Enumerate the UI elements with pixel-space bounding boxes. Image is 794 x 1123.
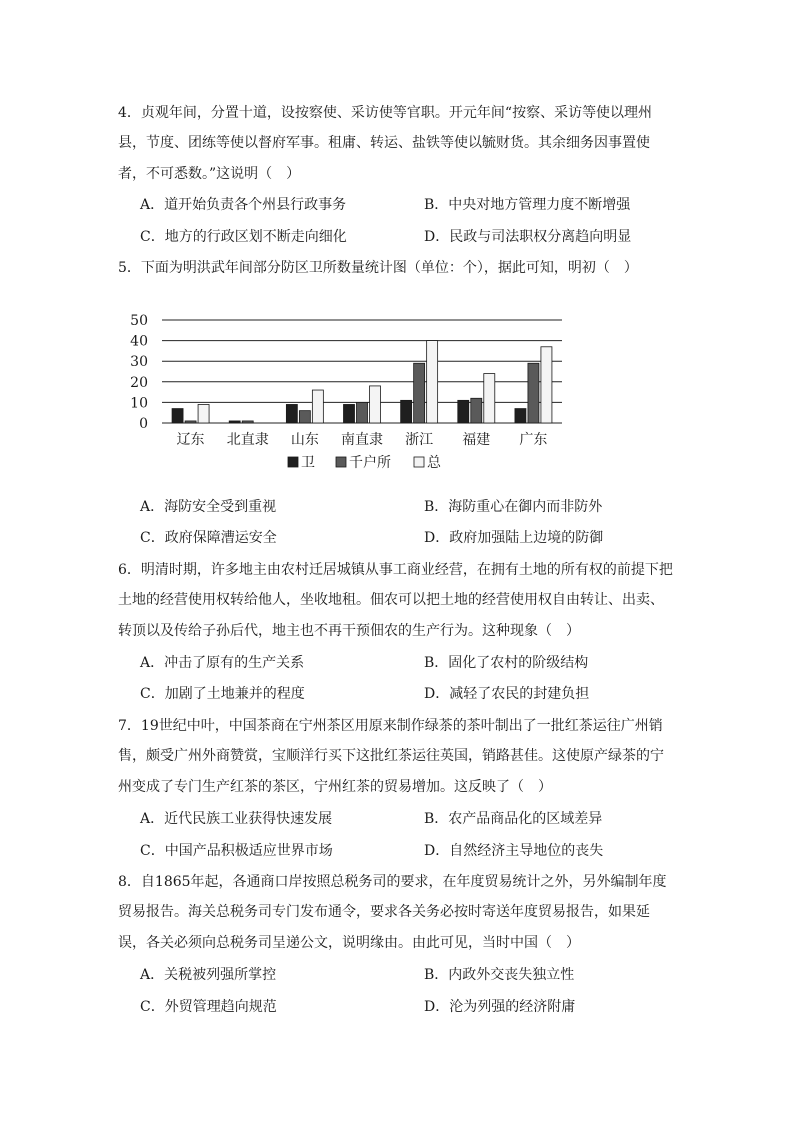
q7-stem-line-1: 7．19世纪中叶，中国茶商在宁州茶区用原来制作绿茶的茶叶制出了一批红茶运往广州销 [118, 718, 663, 734]
x-tick-label: 南直隶 [341, 432, 383, 448]
q4-stem-line-1: 4．贞观年间，分置十道，设按察使、采访使等官职。开元年间“按察、采访等使以理州 [118, 105, 653, 121]
bar-北直隶-千户所 [242, 421, 253, 423]
y-tick-label: 0 [139, 416, 148, 432]
bar-山东-总 [312, 390, 323, 423]
q6-stem-line-3: 转顶以及传给子孙后代，地主也不再干预佃农的生产行为。这种现象（ ） [118, 623, 580, 639]
q5-option-c: C．政府保障漕运安全 [140, 530, 277, 546]
q8-stem-line-1: 8．自1865年起，各通商口岸按照总税务司的要求，在年度贸易统计之外，另外编制年度 [118, 874, 667, 890]
garrison-bar-chart [118, 302, 588, 487]
q4-option-d: D．民政与司法职权分离趋向明显 [424, 229, 632, 245]
bar-南直隶-千户所 [357, 402, 368, 423]
y-tick-label: 10 [130, 395, 148, 412]
x-tick-label: 北直隶 [226, 432, 269, 448]
bar-辽东-总 [198, 404, 209, 423]
legend-label: 总 [427, 455, 441, 471]
bar-福建-卫 [458, 400, 469, 423]
x-tick-label: 福建 [462, 432, 491, 448]
bar-浙江-卫 [401, 400, 412, 423]
bar-浙江-总 [427, 341, 438, 423]
chart-x-tick-labels [177, 431, 548, 448]
q5-option-b: B．海防重心在御内而非防外 [424, 499, 603, 515]
chart-legend [288, 455, 442, 471]
x-tick-label: 辽东 [176, 432, 205, 448]
q4-stem-line-2: 县，节度、团练等使以督府军事。租庸、转运、盐铁等使以毓财货。其余细务因事置使 [118, 135, 650, 151]
bar-北直隶-卫 [229, 421, 240, 423]
q5-stem-line-1: 5．下面为明洪武年间部分防区卫所数量统计图（单位：个），据此可知，明初（ ） [118, 260, 638, 276]
y-tick-label: 50 [130, 313, 148, 329]
q6-option-c: C．加剧了土地兼并的程度 [140, 686, 305, 702]
q6-stem-line-2: 土地的经营使用权转给他人，坐收地租。佃农可以把土地的经营使用权自由转让、出卖、 [118, 592, 664, 608]
bar-广东-卫 [515, 409, 526, 423]
q8-option-b: B．内政外交丧失独立性 [424, 967, 575, 983]
legend-swatch [414, 457, 424, 467]
bar-山东-千户所 [299, 411, 310, 423]
q7-option-b: B．农产品商品化的区域差异 [424, 811, 603, 827]
q4-option-b: B．中央对地方管理力度不断增强 [424, 197, 631, 213]
x-tick-label: 浙江 [405, 432, 434, 448]
legend-swatch [288, 457, 298, 467]
bar-福建-千户所 [471, 398, 482, 423]
q6-option-b: B．固化了农村的阶级结构 [424, 655, 589, 671]
x-tick-label: 广东 [519, 432, 548, 448]
q8-option-a: A．关税被列强所掌控 [140, 967, 277, 983]
y-tick-label: 40 [130, 333, 148, 350]
bar-山东-卫 [286, 404, 297, 423]
q7-stem-line-2: 售，颇受广州外商赞赏，宝顺洋行买下这批红茶运往英国，销路甚佳。这使原产绿茶的宁 [118, 748, 664, 764]
q4-stem-line-3: 者，不可悉数。”这说明（ ） [118, 166, 301, 182]
bar-广东-千户所 [528, 363, 539, 423]
q6-option-a: A．冲击了原有的生产关系 [140, 655, 305, 671]
q7-stem-line-3: 州变成了专门生产红茶的茶区，宁州红茶的贸易增加。这反映了（ ） [118, 779, 552, 795]
q4-option-a: A．道开始负责各个州县行政事务 [140, 197, 347, 213]
y-tick-label: 20 [130, 374, 148, 391]
x-tick-label: 山东 [290, 432, 319, 448]
q8-option-d: D．沦为列强的经济附庸 [424, 999, 576, 1015]
q8-stem-line-2: 贸易报告。海关总税务司专门发布通令，要求各关务必按时寄送年度贸易报告，如果延 [118, 904, 650, 920]
q6-option-d: D．减轻了农民的封建负担 [424, 686, 590, 702]
bar-浙江-千户所 [414, 363, 425, 423]
q5-option-a: A．海防安全受到重视 [140, 499, 277, 515]
bar-南直隶-总 [370, 386, 381, 423]
q5-option-d: D．政府加强陆上边境的防御 [424, 530, 604, 546]
bar-福建-总 [484, 374, 495, 423]
chart-y-tick-labels [130, 313, 148, 432]
bar-广东-总 [541, 347, 552, 423]
q7-option-c: C．中国产品积极适应世界市场 [140, 843, 333, 859]
q8-stem-line-3: 误，各关必须向总税务司呈递公文，说明缘由。由此可见，当时中国（ ） [118, 935, 580, 951]
q7-option-d: D．自然经济主导地位的丧失 [424, 843, 604, 859]
q8-option-c: C．外贸管理趋向规范 [140, 999, 277, 1015]
legend-label: 千户所 [349, 455, 391, 471]
bar-辽东-卫 [172, 409, 183, 423]
bar-辽东-千户所 [185, 421, 196, 423]
q4-option-c: C．地方的行政区划不断走向细化 [140, 229, 347, 245]
y-tick-label: 30 [130, 354, 148, 371]
q6-stem-line-1: 6．明清时期，许多地主由农村迁居城镇从事工商业经营，在拥有土地的所有权的前提下把 [118, 562, 673, 578]
legend-swatch [336, 457, 346, 467]
bar-南直隶-卫 [344, 404, 355, 423]
legend-label: 卫 [301, 455, 315, 471]
q7-option-a: A．近代民族工业获得快速发展 [140, 811, 333, 827]
